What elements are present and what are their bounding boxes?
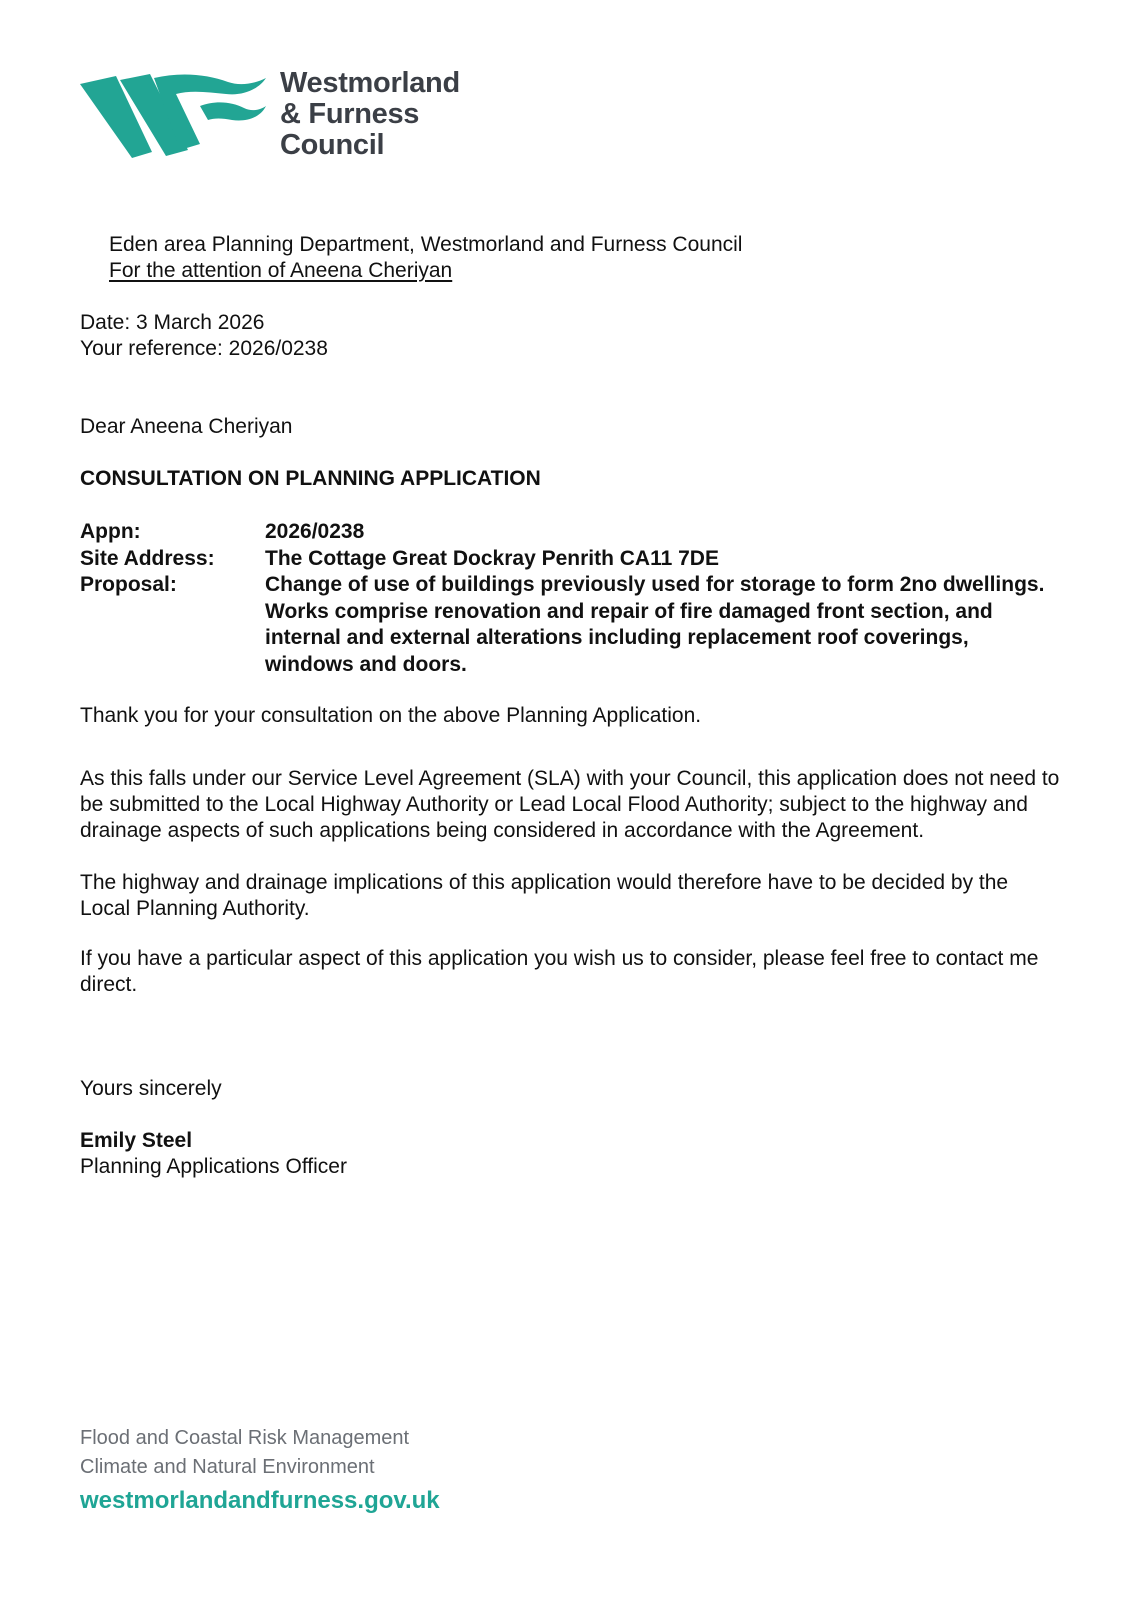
- detail-label: Site Address:: [80, 546, 215, 570]
- council-name-line: & Furness: [280, 98, 420, 130]
- council-logo: [80, 66, 480, 166]
- detail-value: 2026/0238: [265, 520, 365, 543]
- detail-row-site: [80, 546, 1060, 573]
- detail-value: The Cottage Great Dockray Penrith CA11 7DE: [265, 546, 719, 570]
- addressee: [109, 232, 742, 284]
- footer-service: Flood and Coastal Risk Management: [80, 1427, 410, 1449]
- body-paragraph: Thank you for your consultation on the above Planning Application.: [80, 704, 702, 727]
- detail-value: Change of use of buildings previously used for storage to form 2no dwellings. Works comprise renovation and repair of fire damaged front section, and internal and external alterations including replacement roof coverings, windows and doors.: [265, 573, 1045, 676]
- council-name-line: Westmorland: [280, 67, 460, 99]
- letter-heading: CONSULTATION ON PLANNING APPLICATION: [80, 467, 541, 490]
- body-paragraph: As this falls under our Service Level Agreement (SLA) with your Council, this application does not need to be submitted to the Local Highway Authority or Lead Local Flood Authority; subject to the highway and drainage aspects of such applications being considered in accordance with the Agreement.: [80, 767, 1060, 842]
- salutation: Dear Aneena Cheriyan: [80, 415, 293, 438]
- signature-name: Emily Steel: [80, 1129, 193, 1152]
- footer-directorate: Climate and Natural Environment: [80, 1456, 375, 1478]
- footer: [80, 1424, 440, 1516]
- signature-title: Planning Applications Officer: [80, 1155, 347, 1178]
- letter-date: Date: 3 March 2026: [80, 311, 265, 334]
- footer-website-link[interactable]: westmorlandandfurness.gov.uk: [80, 1487, 440, 1514]
- letter-reference: Your reference: 2026/0238: [80, 337, 328, 360]
- detail-label: Appn:: [80, 520, 141, 543]
- addressee-attention: For the attention of Aneena Cheriyan: [109, 259, 453, 282]
- detail-row-appn: [80, 519, 1060, 546]
- council-name: [280, 68, 460, 161]
- addressee-department: Eden area Planning Department, Westmorland and Furness Council: [109, 233, 743, 256]
- detail-row-proposal: [80, 572, 1060, 678]
- detail-label: Proposal:: [80, 573, 177, 596]
- council-name-line: Council: [280, 129, 385, 161]
- closing: Yours sincerely: [80, 1077, 222, 1100]
- application-details: [80, 519, 1060, 678]
- body-paragraph: The highway and drainage implications of this application would therefore have to be decided by the Local Planning Authority.: [80, 871, 1009, 920]
- council-logo-icon: [80, 70, 270, 160]
- body-paragraph: If you have a particular aspect of this application you wish us to consider, please feel free to contact me direct.: [80, 947, 1039, 996]
- letter-meta: [80, 310, 328, 362]
